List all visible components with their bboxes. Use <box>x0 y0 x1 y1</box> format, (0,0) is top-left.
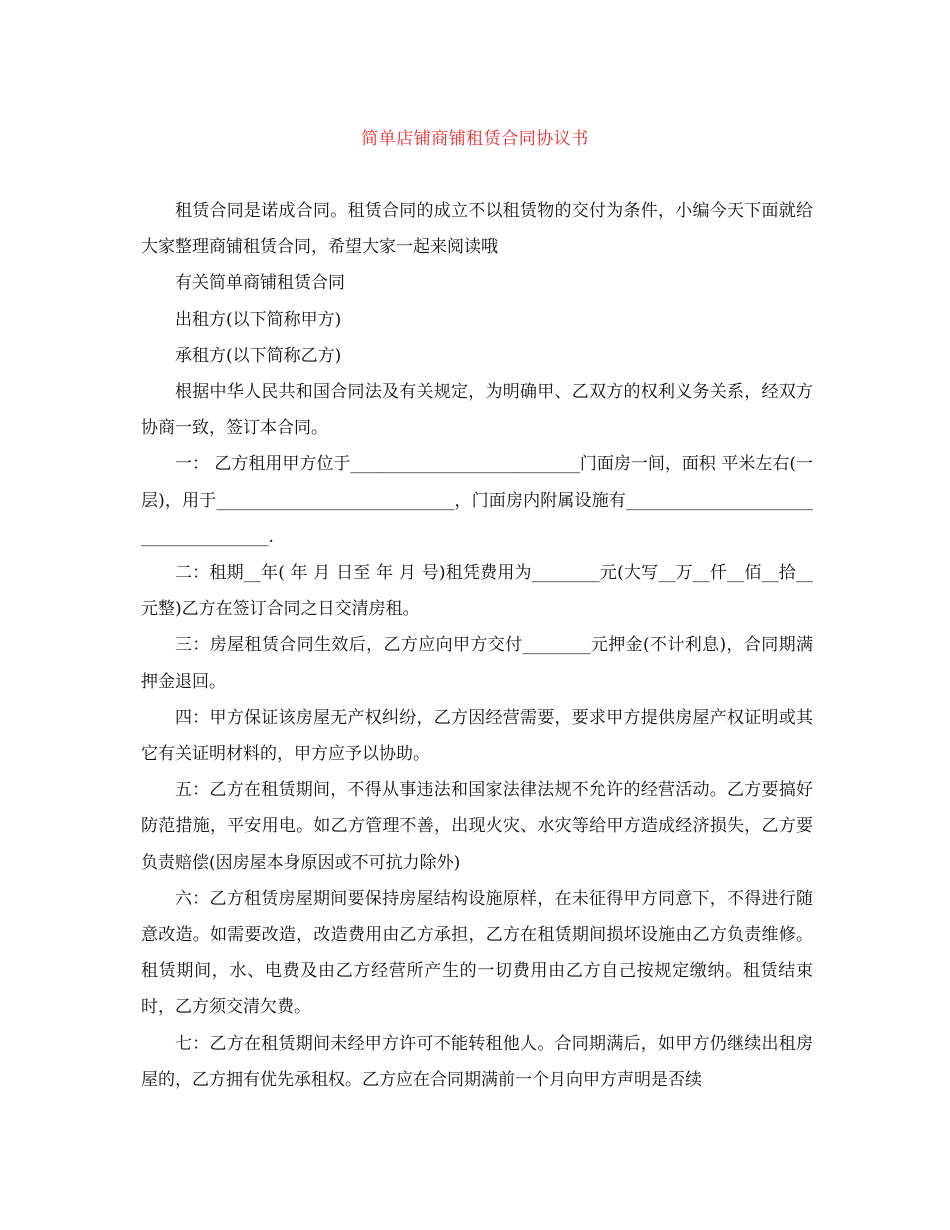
lessee-line: 承租方(以下简称乙方) <box>175 345 342 366</box>
document-body <box>141 193 813 1098</box>
contract-heading-line: 有关简单商铺租赁合同 <box>175 273 345 294</box>
document-title: 简单店铺商铺租赁合同协议书 <box>361 129 589 149</box>
clause-4: 四：甲方保证该房屋无产权纠纷，乙方因经营需要，要求甲方提供房屋产权证明或其它有关证明材料的，甲方应予以协助。 <box>141 707 813 765</box>
clause-7: 七：乙方在租赁期间未经甲方许可不能转租他人。合同期满后，如甲方仍继续出租房屋的，乙方拥有优先承租权。乙方应在合同期满前一个月向甲方声明是否续 <box>141 1033 813 1090</box>
clause-3: 三：房屋租赁合同生效后，乙方应向甲方交付________元押金(不计利息)，合同期满押金退回。 <box>141 635 813 692</box>
preamble-paragraph: 根据中华人民共和国合同法及有关规定，为明确甲、乙双方的权利义务关系，经双方协商一致，签订本合同。 <box>141 382 813 439</box>
lessor-line: 出租方(以下简称甲方) <box>175 309 342 330</box>
clause-2: 二：租期__年( 年 月 日至 年 月 号)租凭费用为________元(大写__万__仟__佰__拾__元整)乙方在签订合同之日交清房租。 <box>141 563 813 620</box>
clause-1: 一： 乙方租用甲方位于___________________________门面房一间，面积 平米左右(一层)，用于____________________________，门面房内附属设施有_____________________________________. <box>141 454 813 547</box>
intro-paragraph: 租赁合同是诺成合同。租赁合同的成立不以租赁物的交付为条件，小编今天下面就给大家整理商铺租赁合同，希望大家一起来阅读哦 <box>141 201 813 258</box>
clause-5: 五：乙方在租赁期间，不得从事违法和国家法律法规不允许的经营活动。乙方要搞好防范措施，平安用电。如乙方管理不善，出现火灾、水灾等给甲方造成经济损失，乙方要负责赔偿(因房屋本身原因或不可抗力除外) <box>141 780 813 873</box>
clause-6: 六：乙方租赁房屋期间要保持房屋结构设施原样，在未征得甲方同意下，不得进行随意改造。如需要改造，改造费用由乙方承担，乙方在租赁期间损坏设施由乙方负责维修。租赁期间，水、电费及由乙方经营所产生的一切费用由乙方自己按规定缴纳。租赁结束时，乙方须交清欠费。 <box>141 888 813 1018</box>
